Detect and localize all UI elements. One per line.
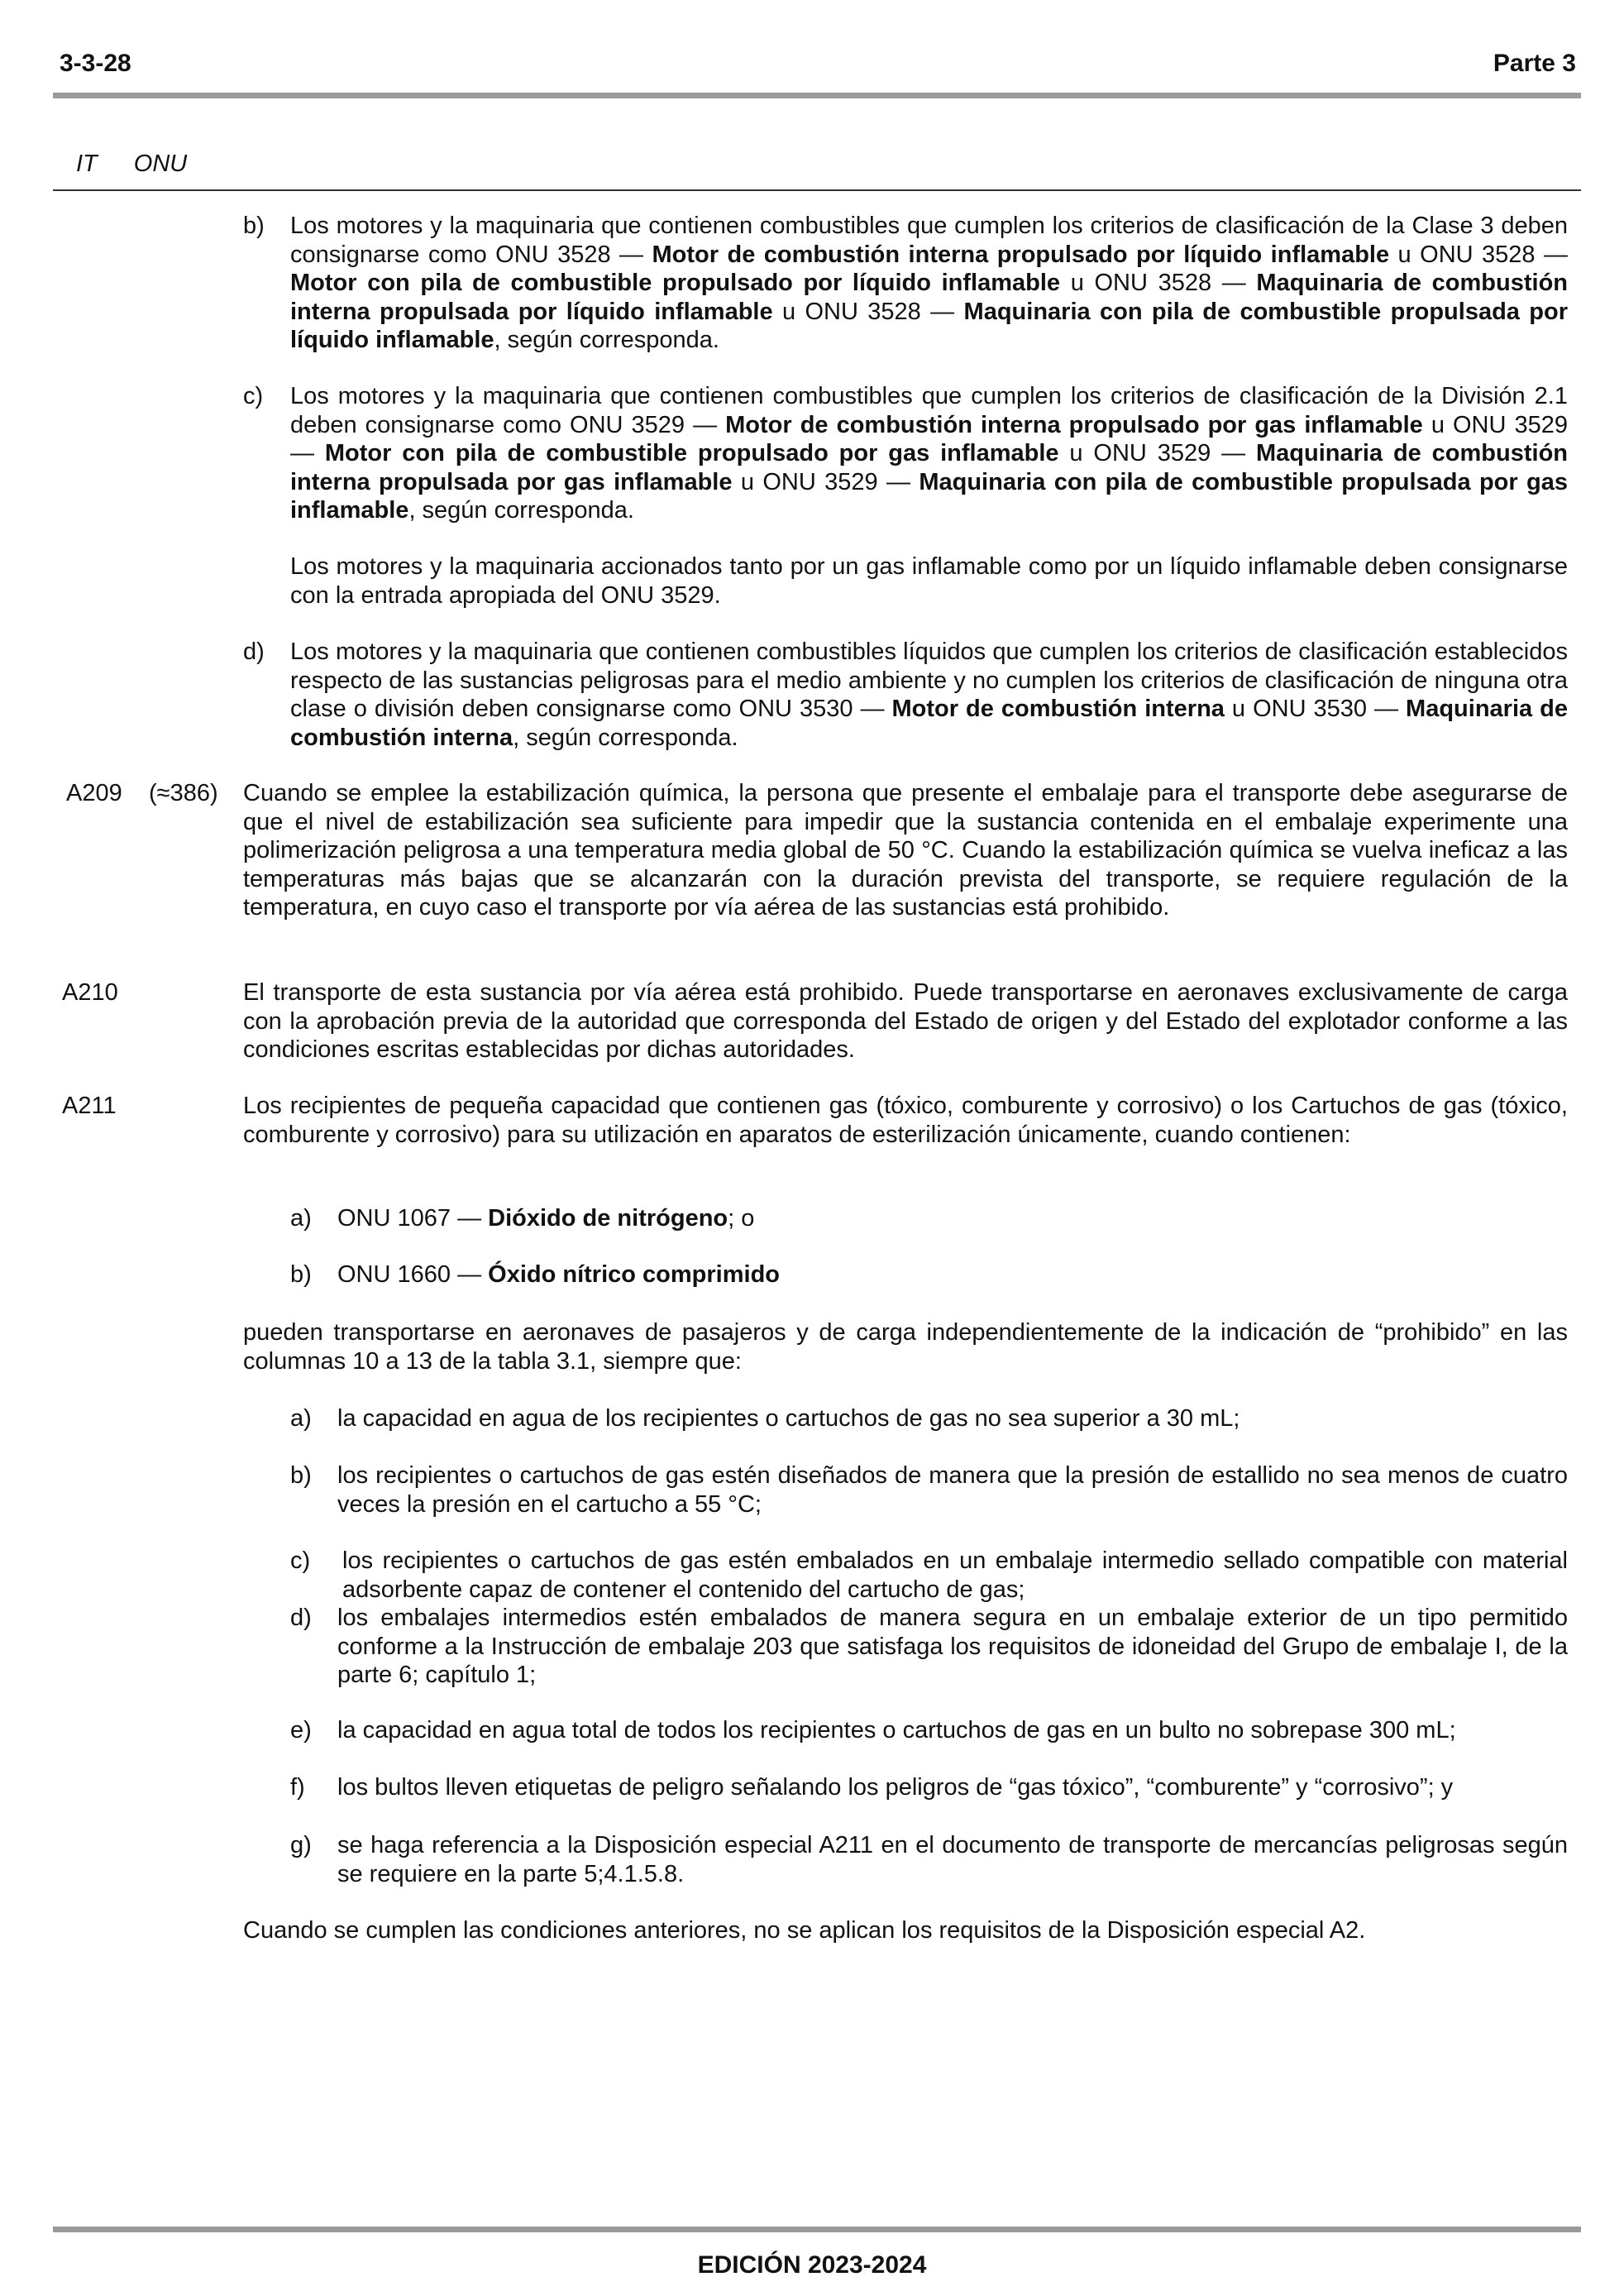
bold-run: Maquinaria de combustión interna propulsada por gas inflamable xyxy=(290,440,1568,495)
a208-note xyxy=(290,552,1568,610)
item-mark: b) xyxy=(243,213,265,239)
condition-e: la capacidad en agua total de todos los recipientes o cartuchos de gas en un bulto no sobrepase 300 mL; xyxy=(337,1717,1456,1744)
text-run: Los motores y la maquinaria que contienen combustibles líquidos que cumplen los criterios de clasificación establecidos respecto de las sustancias peligrosas para el medio ambiente y no cumplen los criterios de clasificación de ninguna otra clase o división deben consignarse como ONU 3530 — xyxy=(290,639,1568,722)
gas-suffix: ; o xyxy=(728,1205,755,1232)
condition-mark: c) xyxy=(290,1547,311,1574)
bold-run: Motor con pila de combustible propulsado por líquido inflamable xyxy=(290,270,1061,296)
text-run: , según corresponda. xyxy=(513,724,738,751)
footer-rule xyxy=(53,2227,1581,2232)
condition-mark: g) xyxy=(290,1832,312,1858)
column-it: IT xyxy=(76,151,98,177)
text-run: u ONU 3528 — xyxy=(772,298,964,325)
bold-run: Motor de combustión interna propulsado por gas inflamable xyxy=(725,411,1423,438)
condition-mark: f) xyxy=(290,1774,305,1801)
a208-item-c xyxy=(290,382,1568,525)
condition-c: los recipientes o cartuchos de gas estén embalados en un embalaje intermedio sellado compatible con material adsorbente capaz de contener el contenido del cartucho de gas; xyxy=(342,1547,1568,1603)
condition-b: los recipientes o cartuchos de gas estén diseñados de manera que la presión de estallido no sea menos de cuatro veces la presión en el cartucho a 55 °C; xyxy=(337,1462,1568,1518)
gas-un: ONU 1067 — xyxy=(337,1205,489,1232)
column-header xyxy=(76,151,223,178)
gas-name: Dióxido de nitrógeno xyxy=(488,1205,728,1232)
condition-d: los embalajes intermedios estén embalados de manera segura en un embalaje exterior de un tipo permitido conforme a la Instrucción de embalaje 203 que satisfaga los requisitos de idoneidad del Grupo de embalaje I, de la parte 6; capítulo 1; xyxy=(337,1605,1568,1688)
bold-run: Motor de combustión interna xyxy=(891,696,1225,722)
text-run: Los motores y la maquinaria accionados tanto por un gas inflamable como por un líquido inflamable deben consignarse con la entrada apropiada del ONU 3529. xyxy=(290,553,1568,609)
a208-item-d xyxy=(290,638,1568,752)
provision-code-a211: A211 xyxy=(62,1093,117,1119)
condition-mark: a) xyxy=(290,1405,312,1432)
provision-ref-a209: (≈386) xyxy=(149,780,218,806)
gas-name: Óxido nítrico comprimido xyxy=(488,1261,780,1288)
text-run: , según corresponda. xyxy=(494,327,719,353)
condition-mark: b) xyxy=(290,1462,312,1489)
text-run: u ONU 3529 — xyxy=(1058,440,1256,466)
provision-text-a209: Cuando se emplee la estabilización química, la persona que presente el embalaje para el transporte debe asegurarse de que el nivel de estabilización sea suficiente para impedir que la sustancia contenida en el embalaje experimente una polimerización peligrosa a una temperatura media global de 50 °C. Cuando la estabilización química se vuelva ineficaz a las temperaturas más bajas que se alcanzarán con la duración prevista del transporte, se requiere regulación de la temperatura, en cuyo caso el transporte por vía aérea de las sustancias está prohibido. xyxy=(243,780,1568,921)
provision-intro-a211: Los recipientes de pequeña capacidad que contienen gas (tóxico, comburente y corrosivo) o los Cartuchos de gas (tóxico, comburente y corrosivo) para su utilización en aparatos de esterilización únicamente, cuando contienen: xyxy=(243,1093,1568,1148)
gas-mark: b) xyxy=(290,1261,312,1288)
condition-a: la capacidad en agua de los recipientes o cartuchos de gas no sea superior a 30 mL; xyxy=(337,1405,1240,1432)
edition-footer: EDICIÓN 2023-2024 xyxy=(697,2251,927,2279)
item-mark: d) xyxy=(243,639,265,665)
text-run: Los motores y la maquinaria que contienen combustibles que cumplen los criterios de clasificación de la División 2.1 deben consignarse como ONU 3529 — xyxy=(290,383,1568,438)
a208-item-b xyxy=(290,212,1568,355)
bold-run: Maquinaria de combustión interna propulsada por líquido inflamable xyxy=(290,270,1568,325)
text-run: u ONU 3530 — xyxy=(1224,696,1407,722)
text-run: , según corresponda. xyxy=(408,497,634,524)
condition-mark: e) xyxy=(290,1717,312,1744)
bold-run: Maquinaria con pila de combustible propulsada por gas inflamable xyxy=(290,468,1568,524)
bold-run: Motor de combustión interna propulsado por líquido inflamable xyxy=(652,241,1390,268)
a211-closing: Cuando se cumplen las condiciones anteriores, no se aplican los requisitos de la Disposición especial A2. xyxy=(243,1917,1366,1944)
page-number: 3-3-28 xyxy=(60,50,131,77)
provision-text-a210: El transporte de esta sustancia por vía aérea está prohibido. Puede transportarse en aeronaves exclusivamente de carga con la aprobación previa de la autoridad que corresponda del Estado de origen y del Estado del explotador conforme a las condiciones escritas establecidas por dichas autoridades. xyxy=(243,979,1568,1063)
bold-run: Maquinaria de combustión interna xyxy=(290,696,1568,751)
condition-g: se haga referencia a la Disposición especial A211 en el documento de transporte de mercancías peligrosas según se requiere en la parte 5;4.1.5.8. xyxy=(337,1832,1568,1887)
text-run: u ONU 3529 — xyxy=(732,468,919,495)
bold-run: Motor con pila de combustible propulsado por gas inflamable xyxy=(324,440,1059,466)
column-rule xyxy=(53,189,1581,191)
gas-item-b xyxy=(337,1260,1495,1289)
item-mark: c) xyxy=(243,383,264,409)
part-label: Parte 3 xyxy=(1493,50,1576,77)
text-run: u ONU 3528 — xyxy=(1389,241,1568,268)
provision-code-a209: A209 xyxy=(66,780,122,806)
header-rule xyxy=(53,93,1581,98)
gas-un: ONU 1660 — xyxy=(337,1261,489,1288)
text-run: u ONU 3528 — xyxy=(1060,270,1257,296)
text-run: u ONU 3529 — xyxy=(290,411,1568,466)
gas-mark: a) xyxy=(290,1205,312,1232)
text-run: Los motores y la maquinaria que contienen combustibles que cumplen los criterios de clasificación de la Clase 3 deben consignarse como ONU 3528 — xyxy=(290,213,1568,268)
bold-run: Maquinaria con pila de combustible propulsada por líquido inflamable xyxy=(290,298,1568,353)
gas-item-a xyxy=(337,1204,1495,1233)
condition-f: los bultos lleven etiquetas de peligro señalando los peligros de “gas tóxico”, “comburente” y “corrosivo”; y xyxy=(337,1774,1454,1801)
a211-middle: pueden transportarse en aeronaves de pasajeros y de carga independientemente de la indicación de “prohibido” en las columnas 10 a 13 de la tabla 3.1, siempre que: xyxy=(243,1319,1568,1375)
provision-code-a210: A210 xyxy=(62,979,118,1006)
condition-mark: d) xyxy=(290,1605,312,1631)
column-onu: ONU xyxy=(133,151,188,177)
